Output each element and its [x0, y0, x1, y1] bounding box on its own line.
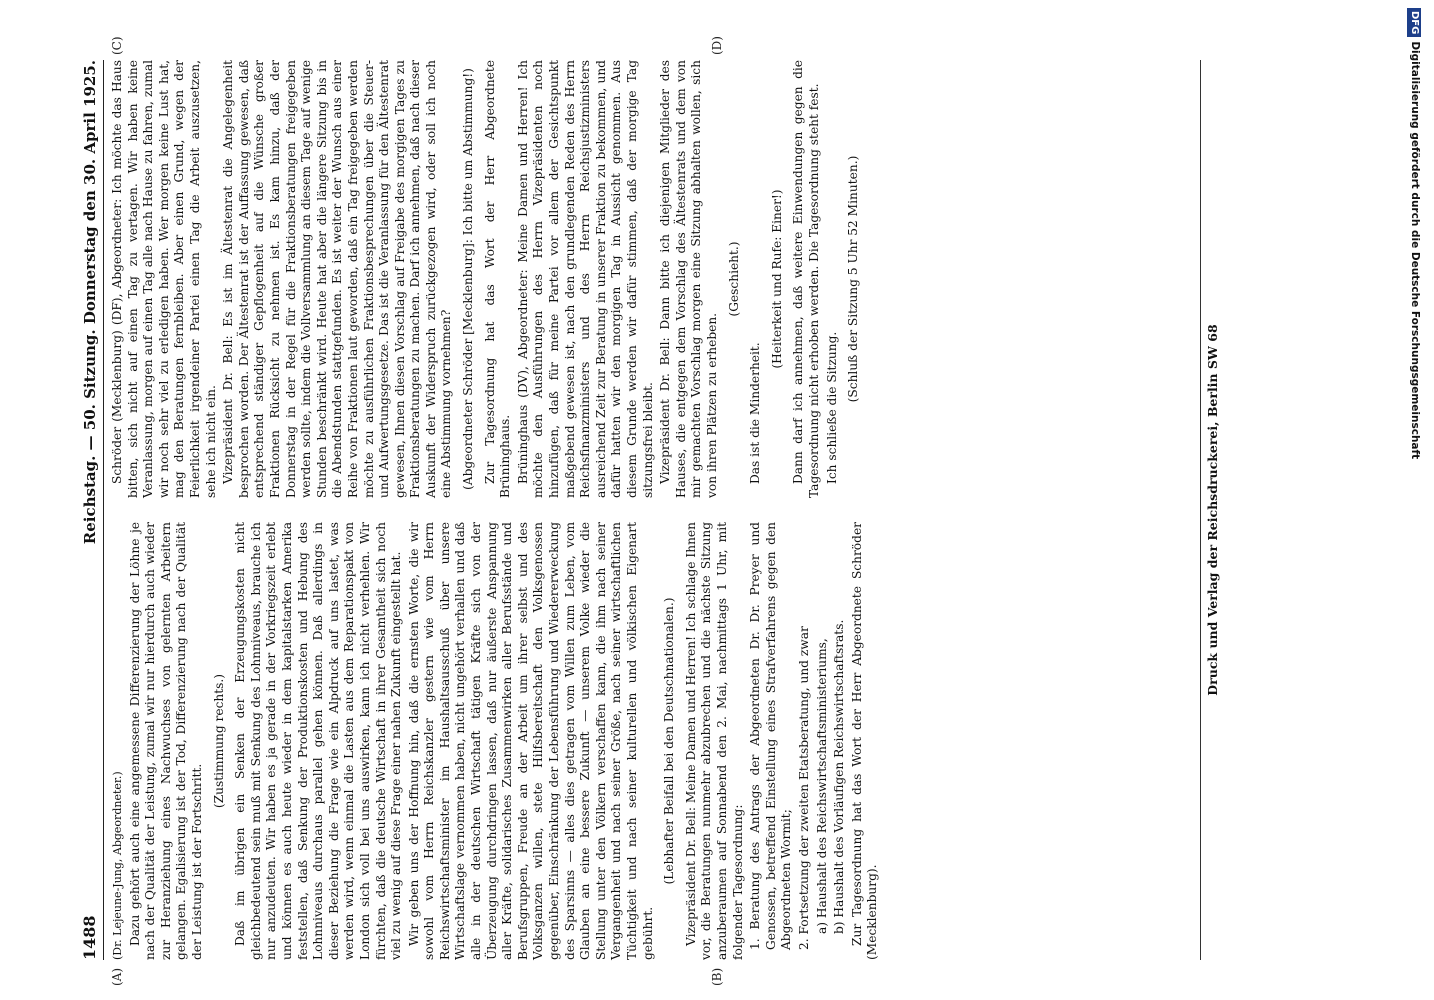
agenda-item: 2. Fortsetzung der zweiten Etatsberatung, und zwar — [796, 626, 811, 950]
paragraph: Vizepräsident Dr. Bell: Dann bitte ich diejenigen Mitglieder des Hauses, die entgegen dem Vorschlag des Ältestenrats und dem von mir gemachten Vorschlag morgen eine Sitzung abhalten wollen, sich von ihren Plätzen zu erheben. — [658, 60, 719, 498]
speaker-label: (Dr. Lejeune-Jung, Abgeordneter.) — [111, 771, 124, 960]
closing-note: (Schluß der Sitzung 5 Uhr 52 Minuten.) — [846, 155, 861, 403]
paragraph: Daß im übrigen ein Senken der Erzeugungskosten nicht gleichbedeutend sein muß mit Senkung des Lohnniveaus, brauche ich nur anzudeuten. Wir haben es ja gerade in der Vorkriegszeit erlebt und können es auch heute wieder in dem kapitalstarken Amerika feststellen, daß Senkung der Produktionskosten und Hebung des Lohnniveaus durchaus parallel gehen können. Daß allerdings in dieser Beziehung die Frage wie ein Alpdruck auf uns lastet, was werden wird, wenn einmal die Lasten aus dem Reparationspakt von London sich voll bei uns auswirken, kann ich nicht verhehlen. Wir fürchten, daß die deutsche Wirtschaft in ihrer Gesamtheit sich noch viel zu wenig auf diese Frage einer nahen Zukunft eingestellt hat. — [233, 522, 404, 960]
dfg-sidebar — [1404, 8, 1426, 708]
margin-marker-b: (B) — [710, 967, 724, 986]
paragraph: Vizepräsident Dr. Bell: Meine Damen und Herren! Ich schlage Ihnen vor, die Beratungen nunmehr abzubrechen und die nächste Sitzung anzuberaumen auf Sonnabend den 2. Mai, nachmittags 1 Uhr, mit folgender Tagesordnung: — [683, 522, 745, 960]
paragraph: Wir geben uns der Hoffnung hin, daß die ernsten Worte, die wir sowohl vom Herrn Reichskanzler gestern wie vom Herrn Reichswirtschaftsminister im Haushaltsausschuß über unsere Wirtschaftslage vernommen haben, nicht ungehört verhallen und daß alle in der deutschen Wirtschaft tätigen Kräfte sich von der Überzeugung durchdringen lassen, daß nur äußerste Anspannung aller Kräfte, solidarisches Zusammenwirken aller Berufsstände und Berufsgruppen, Freude an der Arbeit um ihrer selbst und des Volksganzen willen, stete Hilfsbereitschaft den Volksgenossen gegenüber, Einschränkung der Lebensführung und Wiedererweckung des Sparsinns — alles dies getragen vom Willen zum Leben, vom Glauben an eine bessere Zukunft — unserem Volke wieder die Stellung unter den Völkern verschaffen kann, die ihm nach seiner Vergangenheit und nach seiner Größe, nach seiner wirtschaftlichen Tüchtigkeit und nach seiner kulturellen und völkischen Eigenart gebührt. — [406, 522, 655, 960]
paragraph: Zur Tagesordnung hat das Wort der Herr Abgeordnete Schröder (Mecklenburg). — [849, 522, 880, 960]
interjection: (Abgeordneter Schröder [Mecklenburg]: Ich bitte um Abstimmung!) — [461, 68, 476, 490]
dfg-logo: DFG — [1407, 8, 1421, 37]
printer-imprint: Druck und Verlag der Reichsdruckerei, Berlin SW 68 — [1200, 60, 1220, 960]
interjection: (Geschieht.) — [726, 241, 741, 317]
page-title: Reichstag. — 50. Sitzung. Donnerstag den 30. April 1925. — [81, 60, 99, 545]
paragraph: Schröder (Mecklenburg) (DF), Abgeordneter: Ich möchte das Haus bitten, sich nicht auf einen Tag zu vertagen. Wir haben keine Veranlassung, morgen auf einen Tag alle nach Hause zu fahren, zumal wir noch sehr viel zu erledigen haben. Wer morgen keine Lust hat, mag den Beratungen fernbleiben. Aber einen Grund, wegen der Feierlichkeit irgendeiner Partei einen Tag die Arbeit auszusetzen, sehe ich nicht ein. — [110, 60, 218, 498]
agenda-item: 1. Beratung des Antrags der Abgeordneten Dr. Dr. Preyer und Genossen, betreffend Einstellung eines Strafverfahrens gegen den Abgeordneten Wormit; — [748, 522, 794, 950]
interjection: (Zustimmung rechts.) — [211, 673, 226, 809]
paragraph: Vizepräsident Dr. Bell: Es ist im Ältestenrat die Angelegenheit besprochen worden. Der Ältestenrat ist der Auffassung gewesen, daß entsprechend ständiger Gepflogenheit auf die Wünsche großer Fraktionen Rücksicht zu nehmen ist. Es kam hinzu, daß der Donnerstag in der Regel für die Fraktionsberatungen freigegeben werden sollte, indem die Vollversammlung an diesem Tage auf wenige Stunden beschränkt wird. Heute hat aber die längere Sitzung bis in die Abendstunden stattgefunden. Es ist weiter der Wunsch aus einer Reihe von Fraktionen laut geworden, daß ein Tag freigegeben werden möchte zu ausführlichen Fraktionsbesprechungen über die Steuer- und Aufwertungsgesetze. Das ist die Veranlassung für den Ältestenrat gewesen, Ihnen diesen Vorschlag auf Freigabe des morgigen Tages zu Fraktionsberatungen zu machen. Darf ich annehmen, daß nach dieser Auskunft der Widerspruch zurückgezogen wird, oder soll ich noch eine Abstimmung vornehmen? — [221, 60, 454, 498]
agenda-subitem: a) Haushalt des Reichswirtschaftsministeriums, — [814, 638, 829, 934]
margin-marker-d: (D) — [710, 36, 724, 55]
margin-marker-a: (A) — [110, 967, 124, 986]
funding-note: Digitalisierung gefördert durch die Deutsche Forschungsgemeinschaft — [1409, 41, 1421, 460]
paragraph: Dann darf ich annehmen, daß weitere Einwendungen gegen die Tagesordnung nicht erhoben werden. Die Tagesordnung steht fest. — [791, 60, 821, 498]
margin-marker-c: (C) — [110, 36, 124, 55]
paragraph: Dazu gehört auch eine angemessene Differenzierung der Löhne je nach der Qualität der Leistung, zumal wir nur hierdurch auch wieder zur Heranziehung eines Nachwuchses von gelernten Arbeitern gelangen. Egalisierung ist der Tod, Differenzierung nach der Qualität der Leistung ist der Fortschritt. — [127, 522, 204, 960]
interjection: (Lebhafter Beifall bei den Deutschnationalen.) — [662, 597, 677, 885]
running-header — [80, 60, 104, 960]
paragraph: Das ist die Minderheit. — [748, 342, 763, 484]
right-column — [110, 60, 883, 498]
paragraph: Brüninghaus (DV), Abgeordneter: Meine Damen und Herren! Ich möchte den Ausführungen des Herrn Vizepräsidenten noch hinzufügen, daß für meine Partei vor allem der Gesichtspunkt maßgebend gewesen ist, nach den grundlegenden Reden des Herrn Reichsfinanzministers und des Herrn Reichsjustizministers ausreichend Zeit zur Beratung in unserer Fraktion zu bekommen, und dafür hatten wir den morgigen Tag in Aussicht genommen. Aus diesem Grunde werden wir dafür stimmen, daß der morgige Tag sitzungsfrei bleibt. — [515, 60, 655, 498]
page-number: 1488 — [80, 915, 99, 960]
paragraph: Ich schließe die Sitzung. — [824, 331, 839, 484]
agenda-list — [748, 522, 848, 960]
paragraph: Zur Tagesordnung hat das Wort der Herr Abgeordnete Brüninghaus. — [482, 60, 513, 498]
interjection: (Heiterkeit und Rufe: Einer!) — [769, 189, 784, 369]
left-column — [110, 522, 883, 960]
agenda-subitem: b) Haushalt des Vorläufigen Reichswirtschaftsrats. — [832, 619, 847, 934]
